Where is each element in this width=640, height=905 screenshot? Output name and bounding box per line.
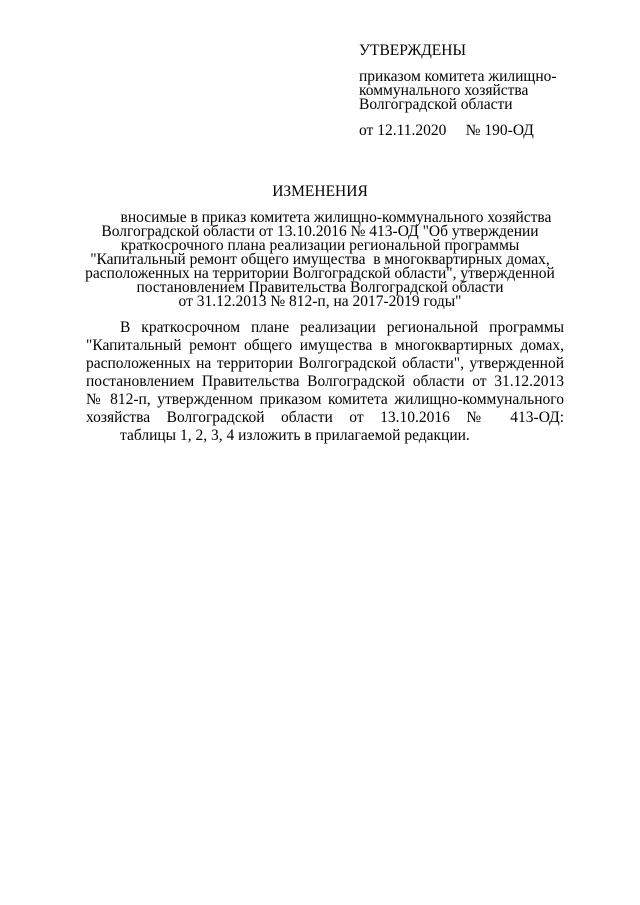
approval-line-2: коммунального хозяйства (359, 82, 529, 99)
subtitle-line-1: вносимые в приказ комитета жилищно-коммунального хозяйства (120, 209, 552, 226)
paragraph-line-6: хозяйства Волгоградской области от 13.10.2016 № 413-ОД: (86, 410, 564, 426)
subtitle-line-4: "Капитальный ремонт общего имущества в многоквартирных домах, (90, 251, 550, 268)
subtitle-line-5: расположенных на территории Волгоградской области", утвержденной (85, 265, 555, 282)
paragraph-line-1: В краткосрочном плане реализации региональной программы (120, 320, 564, 336)
paragraph-line-5: № 812-п, утвержденном приказом комитета жилищно-коммунального (86, 392, 564, 408)
approval-heading: УТВЕРЖДЕНЫ (359, 42, 466, 59)
paragraph-line-2: "Капитальный ремонт общего имущества в многоквартирных домах, (86, 338, 564, 354)
subtitle-line-7: от 31.12.2013 № 812-п, на 2017-2019 годы" (178, 293, 462, 310)
subtitle-line-3: краткосрочного плана реализации региональной программы (120, 237, 520, 254)
subtitle-line-6: постановлением Правительства Волгоградской области (136, 279, 504, 296)
approval-line-1: приказом комитета жилищно- (359, 68, 557, 85)
paragraph-line-4: постановлением Правительства Волгоградской области от 31.12.2013 (86, 374, 564, 390)
paragraph-line-3: расположенных на территории Волгоградской области", утвержденной (86, 356, 564, 372)
approval-line-3: Волгоградской области (359, 96, 513, 113)
instruction-line: таблицы 1, 2, 3, 4 изложить в прилагаемой редакции. (120, 428, 470, 444)
approval-date-number: от 12.11.2020 № 190-ОД (359, 122, 534, 139)
subtitle-line-2: Волгоградской области от 13.10.2016 № 413-ОД "Об утверждении (101, 223, 539, 240)
document-title: ИЗМЕНЕНИЯ (272, 183, 368, 200)
